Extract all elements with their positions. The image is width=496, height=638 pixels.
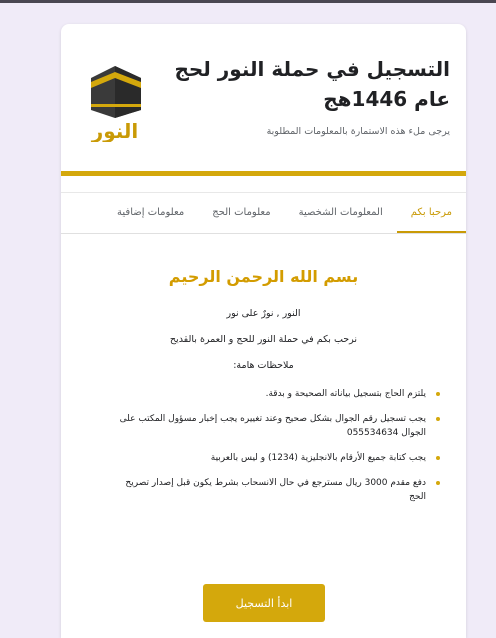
form-subtitle: يرجى ملء هذه الاستمارة بالمعلومات المطلوبة [266,126,450,137]
start-registration-button[interactable]: ابدأ التسجيل [203,584,325,622]
notes-heading: ملاحظات هامة: [233,360,294,371]
tab-bar [61,192,466,234]
tab-hajj-info[interactable]: معلومات الحج [212,207,271,218]
form-title: التسجيل في حملة النور لحج عام 1446هج [174,57,450,111]
note-item: يلتزم الحاج بتسجيل بياناته الصحيحة و بدقة. [109,387,440,401]
form-header [61,24,466,172]
tab-personal-info[interactable]: المعلومات الشخصية [298,207,383,218]
logo-text: النور [91,119,139,142]
welcome-text: نرحب بكم في حملة النور للحج و العمرة بالقديح [169,334,358,345]
tab-additional-info[interactable]: معلومات إضافية [117,207,185,218]
notes-list [61,387,466,504]
welcome-content [61,233,466,515]
tab-welcome[interactable]: مرحبا بكم [397,193,466,233]
form-card [61,24,466,638]
header-divider [61,171,466,176]
top-bar [0,0,496,3]
slogan-text: النور , نورٌ على نور [226,308,301,319]
bismillah-heading: بسم الله الرحمن الرحيم [168,267,359,286]
note-item: يجب تسجيل رقم الجوال بشكل صحيح وعند تغييره يجب إخبار مسؤول المكتب على الجوال 055534634 [109,412,440,440]
note-item: يجب كتابة جميع الأرقام بالانجليزية (1234) و ليس بالعربية [109,451,440,465]
kaaba-logo-icon [77,58,153,142]
note-item: دفع مقدم 3000 ريال مسترجع في حال الانسحاب بشرط يكون قبل إصدار تصريح الحج [109,476,440,504]
